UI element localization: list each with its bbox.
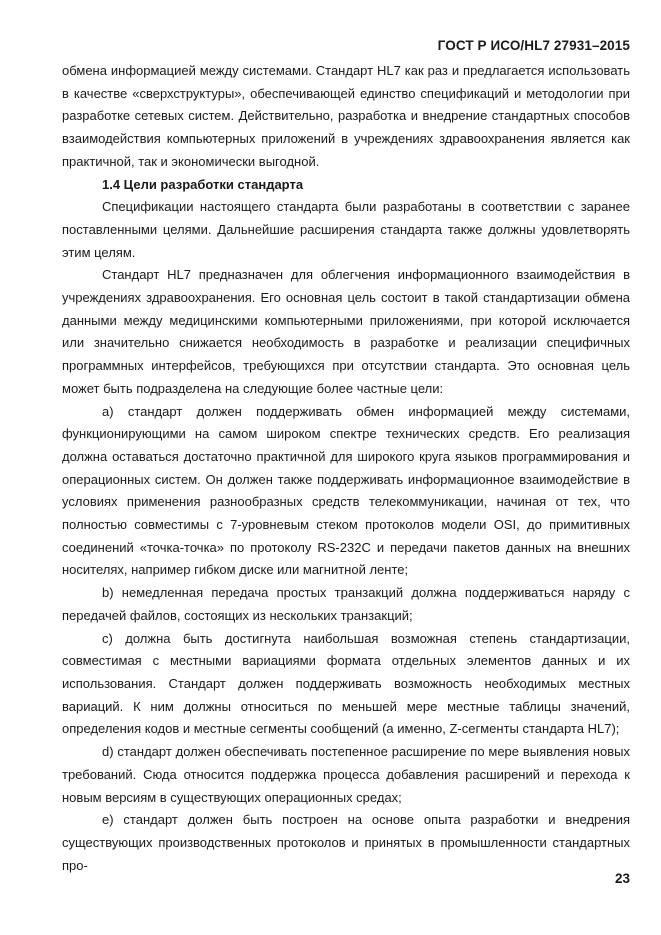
list-item-b: b) немедленная передача простых транзакций должна поддерживаться наряду с передачей файлов, состоящих из нескольких транзакций; [62, 585, 630, 623]
list-item-c: c) должна быть достигнута наибольшая возможная степень стандартизации, совместимая с местными вариациями формата отдельных элементов данных и их использования. Стандарт должен поддерживать возможность необходимых местных вариаций. К ним должны относиться по меньшей мере местные таблицы значений, определения кодов и местные сегменты сообщений (а именно, Z-сегменты стандарта HL7); [62, 630, 630, 737]
body-text [62, 60, 630, 877]
paragraph-continuation: обмена информацией между системами. Стандарт HL7 как раз и предлагается использовать в качестве «сверхструктуры», обеспечивающей единство спецификаций и методологии при разработке сетевых систем. Действительно, разработка и внедрение стандартных способов взаимодействия компьютерных приложений в учреждениях здравоохранения является как практичной, так и экономически выгодной. [62, 63, 630, 169]
list-item-e: e) стандарт должен быть построен на основе опыта разработки и внедрения существующих производственных протоколов и принятых в промышленности стандартных про- [62, 812, 630, 873]
list-item-a: a) стандарт должен поддерживать обмен информацией между системами, функционирующими на самом широком спектре технических средств. Его реализация должна оставаться достаточно практичной для широкого круга языков программирования и операционных систем. Он должен также поддерживать информационное взаимодействие в условиях применения разнообразных средств телекоммуникации, начиная от тех, что полностью совместимы с 7-уровневым стеком протоколов модели OSI, до примитивных соединений «точка-точка» по протоколу RS-232C и передачи пакетов данных на внешних носителях, например гибком диске или магнитной ленте; [62, 403, 630, 578]
paragraph: Стандарт HL7 предназначен для облегчения информационного взаимодействия в учреждениях здравоохранения. Его основная цель состоит в такой стандартизации обмена данными между медицинскими компьютерными приложениями, при которой исключается или значительно снижается необходимость в разработке и реализации специфичных программных интерфейсов, требующихся при отсутствии стандарта. Это основная цель может быть подразделена на следующие более частные цели: [62, 267, 630, 396]
page-number: 23 [614, 871, 630, 886]
section-heading: 1.4 Цели разработки стандарта [102, 176, 304, 192]
running-header: ГОСТ Р ИСО/HL7 27931–2015 [437, 38, 630, 53]
list-item-d: d) стандарт должен обеспечивать постепенное расширение по мере выявления новых требований. Сюда относится поддержка процесса добавления расширений и перехода к новым версиям в существующих операционных средах; [62, 744, 630, 805]
paragraph: Спецификации настоящего стандарта были разработаны в соответствии с заранее поставленными целями. Дальнейшие расширения стандарта также должны удовлетворять этим целям. [62, 199, 630, 260]
